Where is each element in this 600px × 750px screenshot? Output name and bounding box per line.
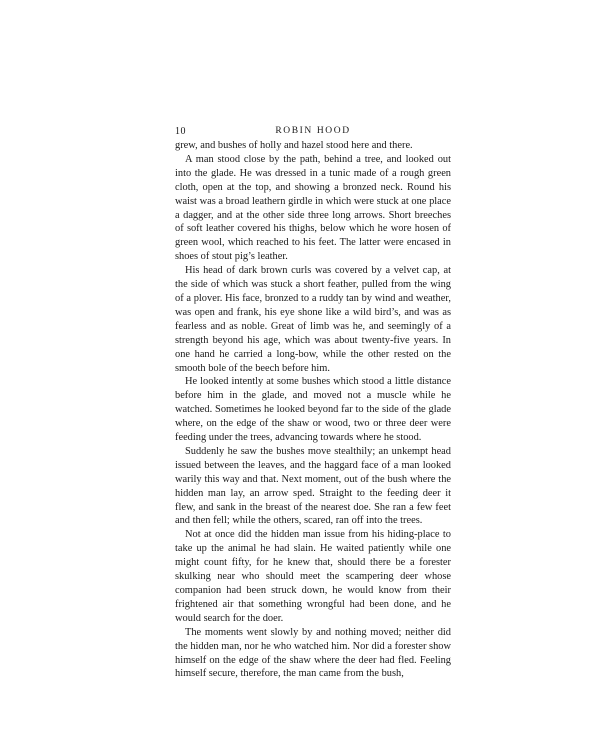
- body-text: [175, 139, 451, 681]
- running-head: ROBIN HOOD: [275, 126, 351, 136]
- page-header: [175, 126, 451, 140]
- paragraph: The moments went slowly by and nothing moved; neither did the hidden man, nor he who watched him. Nor did a forester show himself on the edge of the shaw where the deer had fled. Feeling himself secure, therefore, the man came from the bush,: [175, 626, 451, 680]
- paragraph: His head of dark brown curls was covered by a velvet cap, at the side of which was stuck a short feather, pulled from the wing of a plover. His face, bronzed to a ruddy tan by wind and weather, was open and frank, his eye shone like a wild bird’s, and was as fearless and as noble. Great of limb was he, and seemingly of a strength beyond his age, which was about twenty-five years. In one hand he carried a long-bow, while the other rested on the smooth bole of the beech before him.: [175, 265, 451, 374]
- paragraph: He looked intently at some bushes which stood a little distance before him in the glade, and moved not a muscle while he watched. Sometimes he looked beyond far to the side of the glade where, on the edge of the shaw or wood, two or three deer were feeding under the trees, advancing towards where he stood.: [175, 376, 451, 444]
- paragraph: A man stood close by the path, behind a tree, and looked out into the glade. He was dressed in a tunic made of a rough green cloth, open at the top, and showing a bronzed neck. Round his waist was a broad leathern girdle in which were stuck at one place a dagger, and at the other side three long arrows. Short breeches of soft leather covered his thighs, below which he wore hosen of green wool, which reached to his feet. The latter were encased in shoes of stout pig’s leather.: [175, 153, 451, 263]
- paragraph: Suddenly he saw the bushes move stealthily; an unkempt head issued between the leaves, and the haggard face of a man looked warily this way and that. Next moment, out of the bush where the hidden man lay, an arrow sped. Straight to the feeding deer it flew, and sank in the breast of the nearest doe. She ran a few feet and then fell; while the others, scared, ran off into the trees.: [175, 445, 451, 527]
- paragraph: Not at once did the hidden man issue from his hiding-place to take up the animal he had slain. He waited patiently while one might count fifty, for he knew that, should there be a forester skulking near who should meet the scampering deer whose companion had been struck down, he would know from their frightened air that something wrongful had been done, and he would search for the doer.: [175, 529, 451, 624]
- page-number: 10: [175, 126, 186, 137]
- paragraph-continuation: grew, and bushes of holly and hazel stood here and there.: [175, 140, 413, 151]
